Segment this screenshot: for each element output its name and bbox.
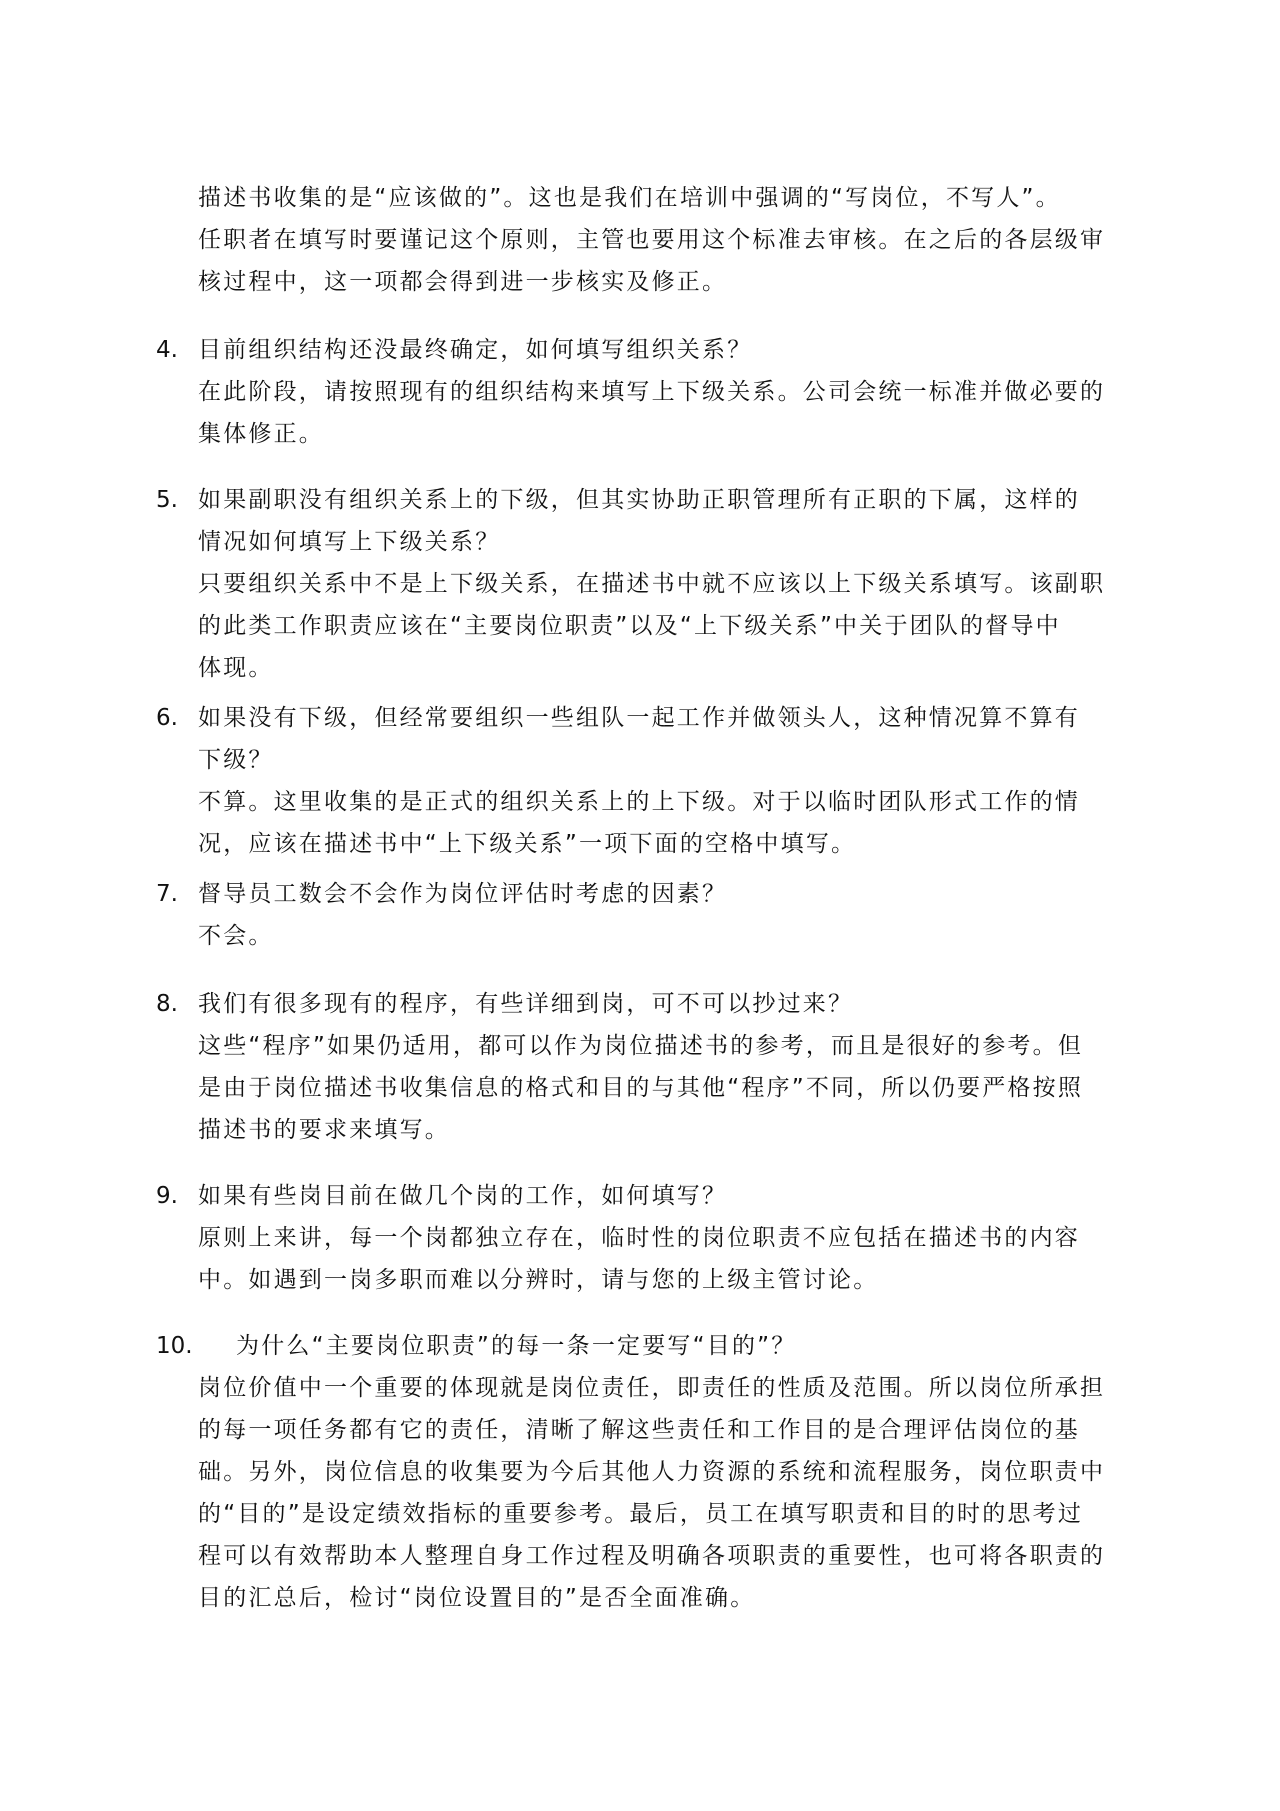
answer [198,371,1118,455]
intro-line: 描述书收集的是“应该做的”。这也是我们在培训中强调的“写岗位，不写人”。 [198,185,1061,211]
answer-line: 础。另外，岗位信息的收集要为今后其他人力资源的系统和流程服务，岗位职责中 [198,1459,1106,1485]
item-number: 8. [156,991,178,1017]
answer-line: 描述书的要求来填写。 [198,1117,450,1143]
answer-line: 在此阶段，请按照现有的组织结构来填写上下级关系。公司会统一标准并做必要的 [198,379,1106,405]
item-number: 7. [156,881,178,907]
item-number: 6. [156,705,178,731]
question-line: 下级？ [198,747,274,773]
question-line: 督导员工数会不会作为岗位评估时考虑的因素？ [198,881,728,907]
answer-line: 程可以有效帮助本人整理自身工作过程及明确各项职责的重要性，也可将各职责的 [198,1543,1106,1569]
answer-line: 体现。 [198,655,274,681]
answer-line: 的每一项任务都有它的责任，清晰了解这些责任和工作目的是合理评估岗位的基 [198,1417,1080,1443]
question [198,697,1118,781]
question-line: 为什么“主要岗位职责”的每一条一定要写“目的”？ [236,1333,797,1359]
answer-line: 的“目的”是设定绩效指标的重要参考。最后，员工在填写职责和目的时的思考过 [198,1501,1084,1527]
answer-line: 岗位价值中一个重要的体现就是岗位责任，即责任的性质及范围。所以岗位所承担 [198,1375,1106,1401]
answer [198,915,1118,957]
answer-line: 集体修正。 [198,421,324,447]
question-line: 我们有很多现有的程序，有些详细到岗，可不可以抄过来？ [198,991,854,1017]
question [198,329,1118,371]
answer [198,1025,1118,1151]
answer-line: 只要组织关系中不是上下级关系，在描述书中就不应该以上下级关系填写。该副职 [198,571,1106,597]
answer-line: 是由于岗位描述书收集信息的格式和目的与其他“程序”不同，所以仍要严格按照 [198,1075,1084,1101]
question [198,873,1118,915]
answer-line: 不算。这里收集的是正式的组织关系上的上下级。对于以临时团队形式工作的情 [198,789,1080,815]
question-line: 目前组织结构还没最终确定，如何填写组织关系？ [198,337,753,363]
answer [198,1367,1118,1619]
intro-paragraph [198,177,1118,303]
question-line: 情况如何填写上下级关系？ [198,529,501,555]
answer-line: 中。如遇到一岗多职而难以分辨时，请与您的上级主管讨论。 [198,1267,879,1293]
answer-line: 目的汇总后，检讨“岗位设置目的”是否全面准确。 [198,1585,756,1611]
question [198,983,1118,1025]
intro-line: 任职者在填写时要谨记这个原则，主管也要用这个标准去审核。在之后的各层级审 [198,227,1106,253]
item-number: 9. [156,1183,178,1209]
question-line: 如果有些岗目前在做几个岗的工作，如何填写？ [198,1183,728,1209]
intro-line: 核过程中，这一项都会得到进一步核实及修正。 [198,269,728,295]
answer-line: 这些“程序”如果仍适用，都可以作为岗位描述书的参考，而且是很好的参考。但 [198,1033,1084,1059]
item-number: 4. [156,337,178,363]
question [198,479,1118,563]
answer [198,1217,1118,1301]
question-line: 如果没有下级，但经常要组织一些组队一起工作并做领头人，这种情况算不算有 [198,705,1080,731]
answer-line: 不会。 [198,923,274,949]
question [198,1175,1118,1217]
question-line: 如果副职没有组织关系上的下级，但其实协助正职管理所有正职的下属，这样的 [198,487,1080,513]
answer [198,781,1118,865]
answer [198,563,1118,689]
question [236,1325,1116,1367]
item-number: 5. [156,487,178,513]
answer-line: 况，应该在描述书中“上下级关系”一项下面的空格中填写。 [198,831,857,857]
answer-line: 的此类工作职责应该在“主要岗位职责”以及“上下级关系”中关于团队的督导中 [198,613,1061,639]
item-number: 10. [156,1333,193,1359]
answer-line: 原则上来讲，每一个岗都独立存在，临时性的岗位职责不应包括在描述书的内容 [198,1225,1080,1251]
